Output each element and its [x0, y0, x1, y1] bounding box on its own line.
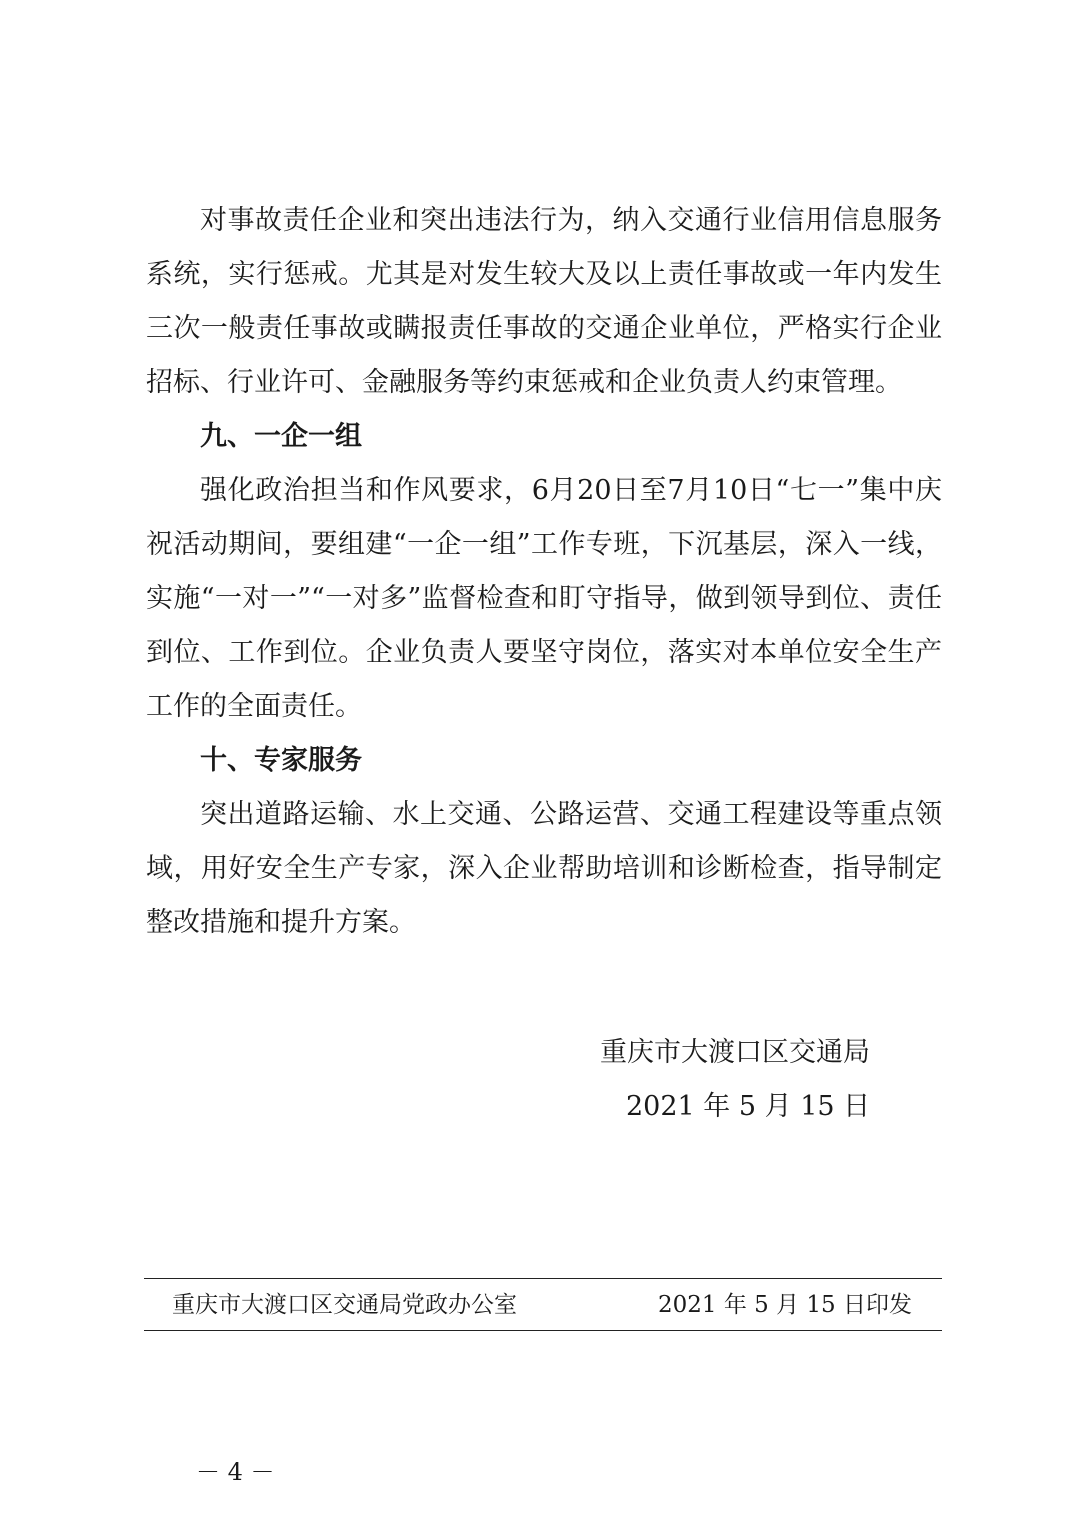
signature-date: 2021 年 5 月 15 日	[626, 1091, 871, 1122]
section-heading-9: 九、一企一组	[200, 421, 362, 452]
signature-block	[560, 1026, 940, 1134]
paragraph-credit-punishment: 对事故责任企业和突出违法行为，纳入交通行业信用信息服务系统，实行惩戒。尤其是对发生较大及以上责任事故或一年内发生三次一般责任事故或瞒报责任事故的交通企业单位，严格实行企业招标、行业许可、金融服务等约束惩戒和企业负责人约束管理。	[146, 205, 942, 398]
issuer-office: 重庆市大渡口区交通局党政办公室	[172, 1292, 517, 1318]
signature-organization: 重庆市大渡口区交通局	[600, 1037, 870, 1068]
footer-bottom-rule	[144, 1330, 942, 1331]
paragraph-one-enterprise-one-team: 强化政治担当和作风要求，6月20日至7月10日“七一”集中庆祝活动期间，要组建“一企一组”工作专班，下沉基层，深入一线，实施“一对一”“一对多”监督检查和盯守指导，做到领导到位、责任到位、工作到位。企业负责人要坚守岗位，落实对本单位安全生产工作的全面责任。	[146, 475, 942, 722]
document-body	[146, 194, 942, 950]
footer-top-rule	[144, 1278, 942, 1279]
issued-date: 2021 年 5 月 15 日印发	[658, 1292, 912, 1318]
paragraph-expert-service: 突出道路运输、水上交通、公路运营、交通工程建设等重点领域，用好安全生产专家，深入企业帮助培训和诊断检查，指导制定整改措施和提升方案。	[146, 799, 942, 938]
page-number: － 4 －	[196, 1458, 275, 1486]
section-heading-10: 十、专家服务	[200, 745, 362, 776]
issuance-footer	[172, 1284, 912, 1326]
